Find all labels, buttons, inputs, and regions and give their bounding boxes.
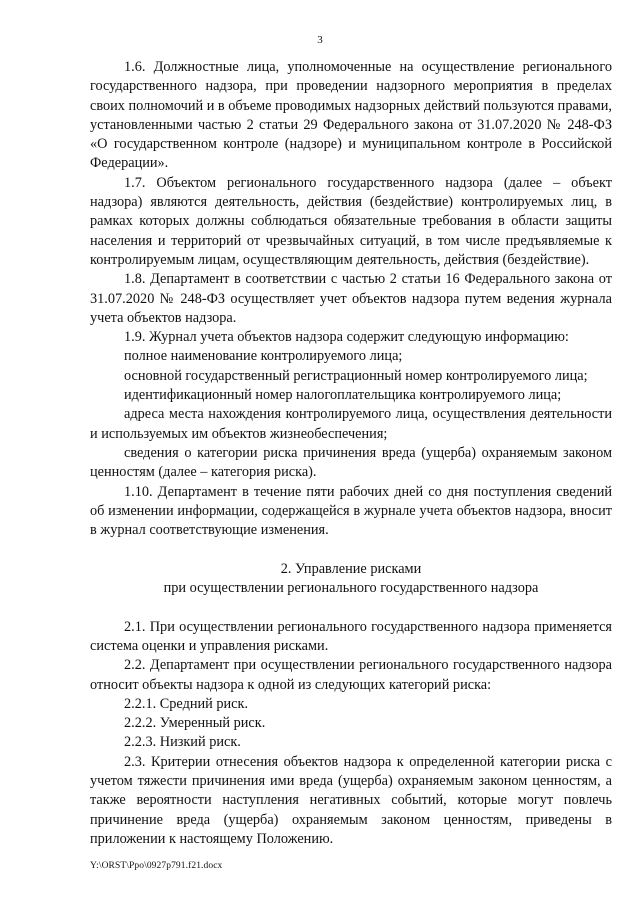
paragraph-2-3: 2.3. Критерии отнесения объектов надзора к определенной категории риска с учетом тяжести причинения ими вреда (ущерба) охраняемым законом ценностям, а также вероятности наступления негативных событий, которые могут повлечь причинение вреда (ущерба) охраняемым законом ценностям, приведены в приложении к настоящему Положению.	[90, 753, 612, 847]
list-item-inn: идентификационный номер налогоплательщика контролируемого лица;	[124, 387, 562, 404]
footer-file-path: Y:\ORST\Ppo\0927p791.f21.docx	[90, 861, 223, 871]
paragraph-2-2-3: 2.2.3. Низкий риск.	[124, 734, 241, 751]
paragraph-1-9: 1.9. Журнал учета объектов надзора содержит следующую информацию:	[124, 329, 569, 346]
spacer	[90, 598, 612, 617]
list-item-risk-category: сведения о категории риска причинения вреда (ущерба) охраняемым законом ценностям (далее – категория риска).	[90, 444, 612, 481]
paragraph-2-2-2: 2.2.2. Умеренный риск.	[124, 715, 266, 732]
section-heading-subtitle: при осуществлении регионального государственного надзора	[163, 580, 539, 597]
document-body	[90, 58, 612, 849]
paragraph-1-7: 1.7. Объектом регионального государственного надзора (далее – объект надзора) являются деятельность, действия (бездействие) контролируемых лиц, в рамках которых должны соблюдаться обязательные требования в области защиты населения и территорий от чрезвычайных ситуаций, в том числе предъявляемые к контролируемым лицам, осуществляющим деятельность, действия (бездействие).	[90, 174, 612, 268]
paragraph-1-6: 1.6. Должностные лица, уполномоченные на осуществление регионального государственного надзора, при проведении надзорного мероприятия в пределах своих полномочий и в объеме проводимых надзорных действий пользуются правами, установленными частью 2 статьи 29 Федерального закона от 31.07.2020 № 248-ФЗ «О государственном контроле (надзоре) и муниципальном контроле в Российской Федерации».	[90, 59, 612, 172]
paragraph-1-8: 1.8. Департамент в соответствии с частью 2 статьи 16 Федерального закона от 31.07.2020 № 248-ФЗ осуществляет учет объектов надзора путем ведения журнала учета объектов надзора.	[90, 271, 612, 326]
spacer	[90, 540, 612, 559]
paragraph-2-2: 2.2. Департамент при осуществлении регионального государственного надзора относит объекты надзора к одной из следующих категорий риска:	[90, 657, 612, 693]
list-item-full-name: полное наименование контролируемого лица;	[124, 348, 403, 365]
paragraph-2-2-1: 2.2.1. Средний риск.	[124, 695, 249, 712]
section-heading-title: 2. Управление рисками	[280, 560, 422, 577]
page-number: 3	[317, 34, 323, 46]
paragraph-1-10: 1.10. Департамент в течение пяти рабочих дней со дня поступления сведений об изменении информации, содержащейся в журнале учета объектов надзора, вносит в журнал соответствующие изменения.	[90, 483, 612, 539]
list-item-ogrn: основной государственный регистрационный номер контролируемого лица;	[124, 367, 588, 384]
paragraph-2-1: 2.1. При осуществлении регионального государственного надзора применяется система оценки и управления рисками.	[90, 618, 612, 654]
list-item-addresses: адреса места нахождения контролируемого лица, осуществления деятельности и используемых им объектов жизнеобеспечения;	[90, 406, 612, 442]
